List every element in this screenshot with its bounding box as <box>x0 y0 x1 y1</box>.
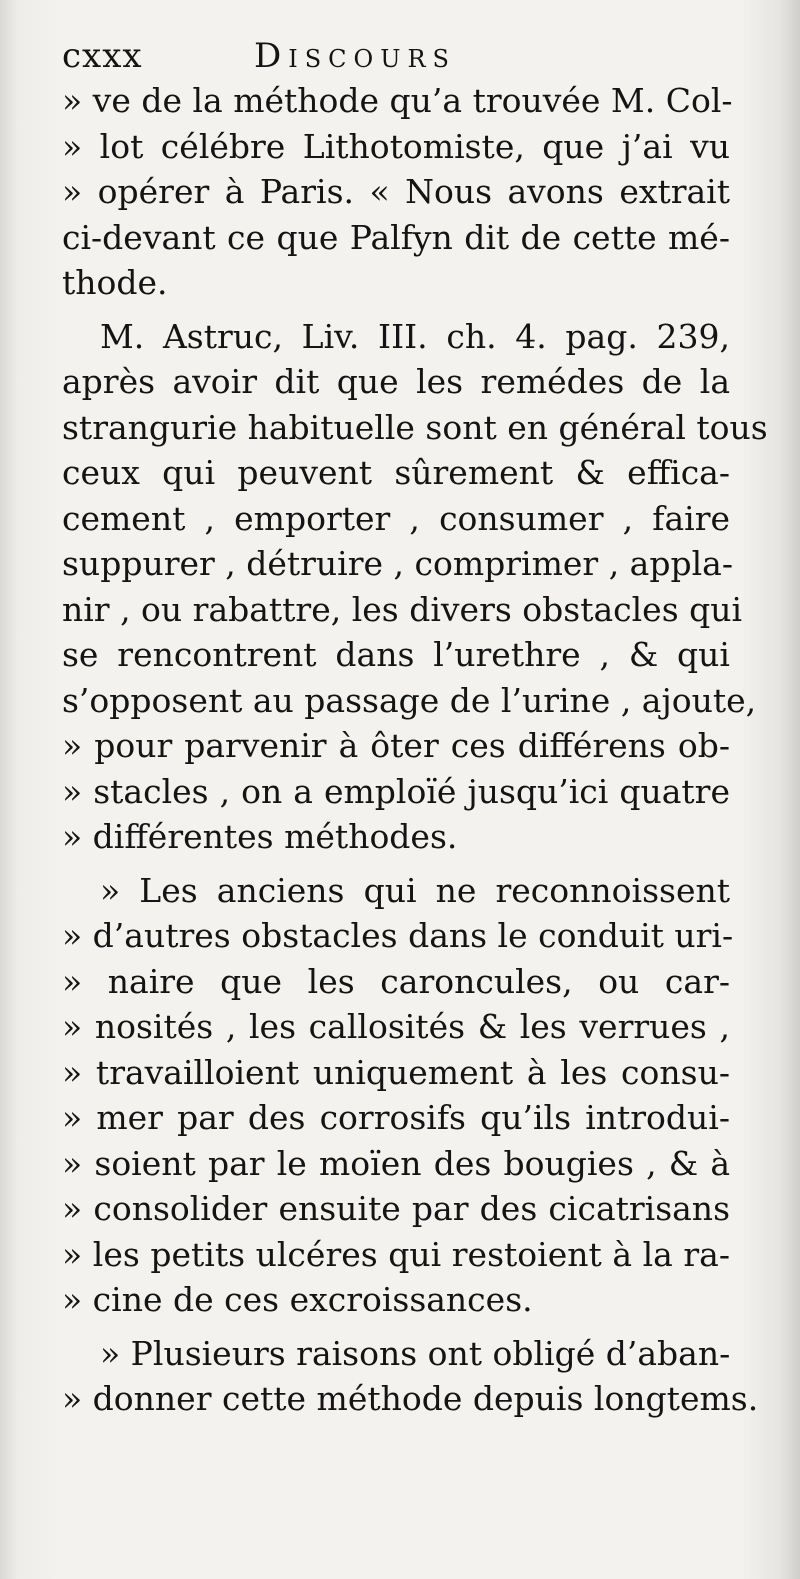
text-line: » consolider ensuite par des cicatrisans <box>62 1189 730 1228</box>
text-line: » différentes méthodes. <box>62 817 458 856</box>
running-head <box>62 32 562 80</box>
running-title: Discours <box>254 36 456 76</box>
text-line: » naire que les caroncules, ou car- <box>62 961 730 1001</box>
text-line: suppurer , détruire , comprimer , appla- <box>62 544 733 583</box>
text-line: » Plusieurs raisons ont obligé d’aban- <box>100 1333 731 1373</box>
text-line: » ve de la méthode qu’a trouvée M. Col- <box>62 81 733 120</box>
text-line: » soient par le moïen des bougies , & à <box>62 1143 730 1183</box>
text-line: » stacles , on a emploïé jusqu’ici quatre <box>62 771 730 811</box>
text-line: nir , ou rabattre, les divers obstacles qui <box>62 589 743 629</box>
text-line: thode. <box>62 263 168 302</box>
text-line: » les petits ulcéres qui restoient à la ra- <box>62 1234 730 1274</box>
text-line: » opérer à Paris. « Nous avons extrait <box>62 172 730 211</box>
text-line: se rencontrent dans l’urethre , & qui <box>62 635 730 674</box>
text-line: s’opposent au passage de l’urine , ajoute, <box>62 680 757 720</box>
page-number: cxxx <box>62 36 143 76</box>
text-line: » travailloient uniquement à les consu- <box>62 1052 730 1092</box>
text-line: M. Astruc, Liv. III. ch. 4. pag. 239, <box>100 316 730 356</box>
text-line: » d’autres obstacles dans le conduit uri- <box>62 916 734 955</box>
text-line: ci-devant ce que Palfyn dit de cette mé- <box>62 217 730 257</box>
text-line: » cine de ces excroissances. <box>62 1280 533 1319</box>
text-line: après avoir dit que les remédes de la <box>62 362 730 401</box>
text-line: cement , emporter , consumer , faire <box>62 498 730 538</box>
text-line: strangurie habituelle sont en général tous <box>62 407 768 447</box>
text-line: » donner cette méthode depuis longtems. <box>62 1379 759 1418</box>
text-line: » Les anciens qui ne reconnoissent <box>100 870 730 910</box>
text-line: » lot célébre Lithotomiste, que j’ai vu <box>62 126 730 166</box>
text-line: » pour parvenir à ôter ces différens ob- <box>62 726 730 765</box>
body-text <box>62 78 768 1422</box>
text-line: ceux qui peuvent sûrement & effica- <box>62 453 730 492</box>
text-line: » nosités , les callosités & les verrues , <box>62 1007 730 1046</box>
text-line: » mer par des corrosifs qu’ils introdui- <box>62 1098 730 1137</box>
